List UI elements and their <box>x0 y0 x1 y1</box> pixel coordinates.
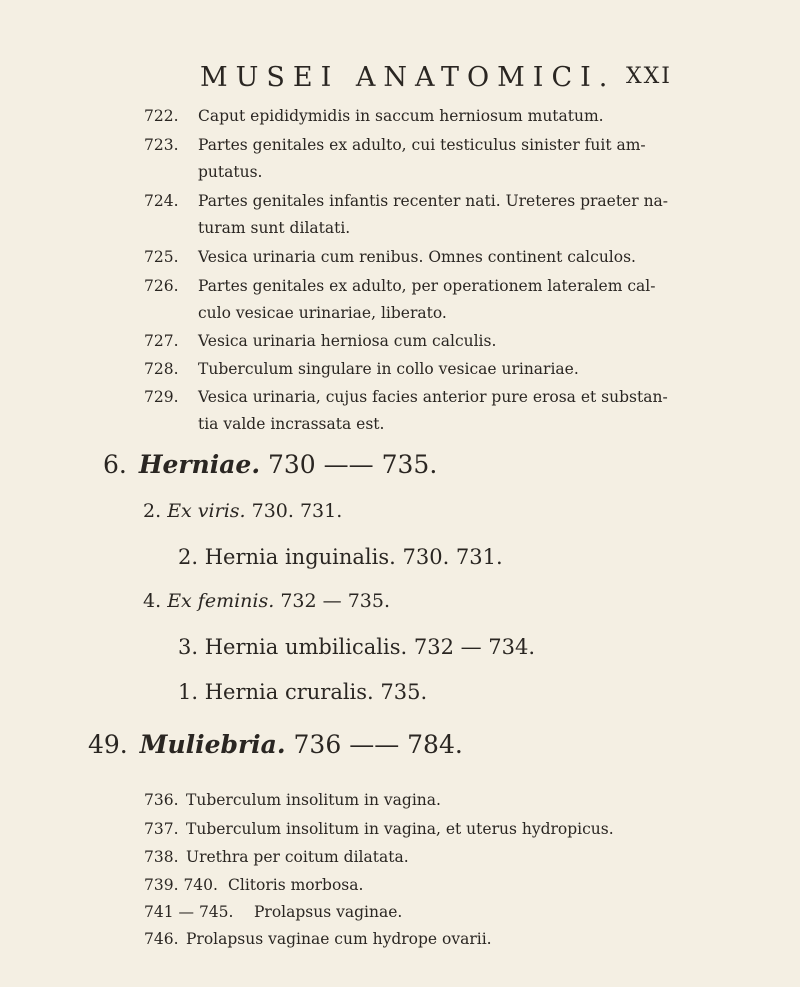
item-label: Hernia cruralis. <box>204 680 374 704</box>
entry-number: 727. <box>144 332 179 350</box>
entry-text: Caput epididymidis in saccum herniosum mutatum. <box>198 107 604 125</box>
entry-number: 738. <box>144 848 179 866</box>
entry-number: 725. <box>144 248 179 266</box>
subgroup-label: Ex feminis. <box>167 590 275 612</box>
entry-text: Prolapsus vaginae. <box>254 903 403 921</box>
page-header <box>0 62 800 92</box>
entry-number: 736. <box>144 791 179 809</box>
entry-text-continued: turam sunt dilatati. <box>198 219 351 237</box>
subgroup-range: 730. 731. <box>251 500 343 522</box>
section-range: 730 —— 735. <box>268 450 438 479</box>
subgroup-heading <box>143 500 342 522</box>
entry-text-continued: culo vesicae urinariae, liberato. <box>198 304 447 322</box>
section-range: 736 —— 784. <box>293 730 463 759</box>
section-number: 6. <box>103 450 127 479</box>
item-count: 1. <box>178 680 199 704</box>
entry-number: 729. <box>144 388 179 406</box>
item-label: Hernia umbilicalis. <box>204 635 408 659</box>
running-title: MUSEI ANATOMICI. <box>200 62 616 93</box>
hernia-item <box>178 545 503 569</box>
section-heading-herniae <box>103 450 437 479</box>
entry-text: Vesica urinaria cum renibus. Omnes continent calculos. <box>198 248 636 266</box>
entry-text-continued: putatus. <box>198 163 263 181</box>
entry-text: Prolapsus vaginae cum hydrope ovarii. <box>186 930 492 948</box>
item-count: 3. <box>178 635 199 659</box>
subgroup-count: 4. <box>143 590 162 612</box>
item-range: 730. 731. <box>402 545 503 569</box>
entry-number: 737. <box>144 820 179 838</box>
entry-text: Clitoris morbosa. <box>228 876 364 894</box>
entry-number: 724. <box>144 192 179 210</box>
hernia-item <box>178 635 535 659</box>
entry-number: 739. 740. <box>144 876 218 894</box>
item-range: 735. <box>380 680 428 704</box>
entry-text: Vesica urinaria herniosa cum calculis. <box>198 332 497 350</box>
subgroup-count: 2. <box>143 500 162 522</box>
entry-number: 722. <box>144 107 179 125</box>
page-number: XXI <box>625 64 672 89</box>
subgroup-label: Ex viris. <box>167 500 246 522</box>
entry-number: 746. <box>144 930 179 948</box>
entry-text: Partes genitales infantis recenter nati. Ureteres praeter na- <box>198 192 669 210</box>
subgroup-range: 732 — 735. <box>280 590 390 612</box>
item-range: 732 — 734. <box>413 635 536 659</box>
entry-text: Partes genitales ex adulto, per operationem lateralem cal- <box>198 277 656 295</box>
entry-text: Urethra per coitum dilatata. <box>186 848 409 866</box>
section-number: 49. <box>88 730 128 759</box>
entry-text: Partes genitales ex adulto, cui testiculus sinister fuit am- <box>198 136 646 154</box>
entry-text: Tuberculum insolitum in vagina, et uterus hydropicus. <box>186 820 614 838</box>
entry-number: 723. <box>144 136 179 154</box>
item-count: 2. <box>178 545 199 569</box>
entry-text: Tuberculum singulare in collo vesicae urinariae. <box>198 360 579 378</box>
entry-text: Tuberculum insolitum in vagina. <box>186 791 441 809</box>
entry-number: 728. <box>144 360 179 378</box>
entry-text-continued: tia valde incrassata est. <box>198 415 385 433</box>
entry-number: 726. <box>144 277 179 295</box>
entry-number: 741 — 745. <box>144 903 234 921</box>
hernia-item <box>178 680 427 704</box>
section-heading-muliebria <box>88 730 463 759</box>
subgroup-heading <box>143 590 390 612</box>
section-title: Herniae. <box>138 450 261 479</box>
item-label: Hernia inguinalis. <box>204 545 396 569</box>
section-title: Muliebria. <box>139 730 286 759</box>
entry-text: Vesica urinaria, cujus facies anterior pure erosa et substan- <box>198 388 668 406</box>
